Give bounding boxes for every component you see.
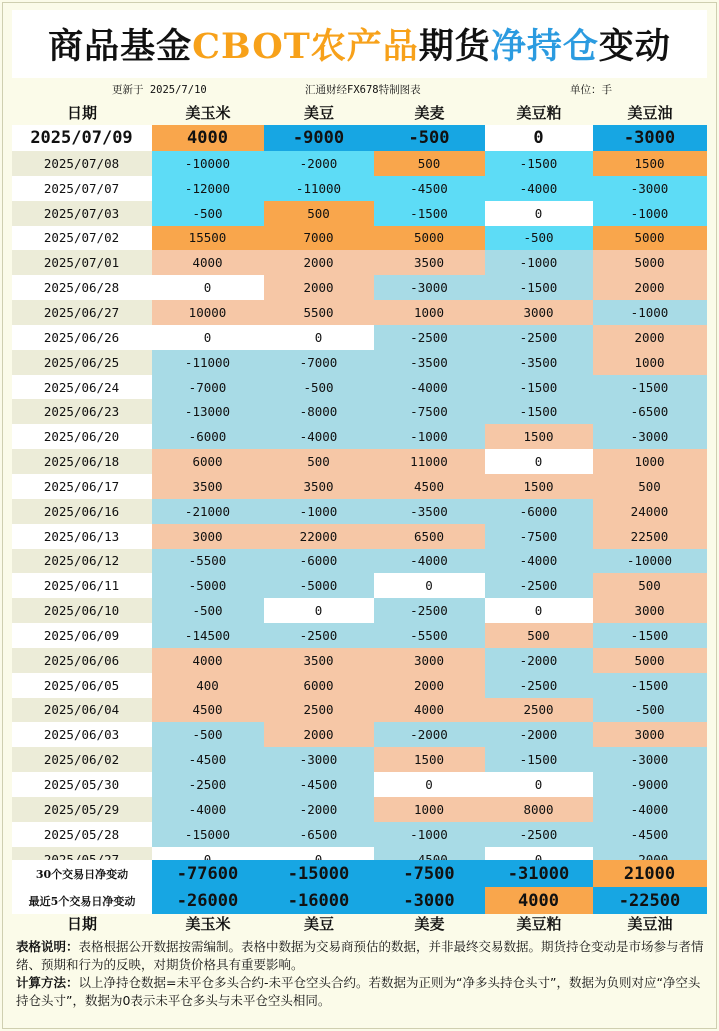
date-cell: 2025/06/05 [12, 673, 152, 698]
table-row [12, 125, 707, 151]
table-row [12, 275, 707, 300]
table-row [12, 698, 707, 723]
value-cell: -1500 [485, 747, 593, 772]
value-cell: 4000 [152, 648, 264, 673]
header-wheat: 美麦 [414, 103, 445, 122]
date-cell: 2025/06/17 [12, 474, 152, 499]
value-cell: 1500 [485, 474, 593, 499]
value-cell: -10000 [152, 151, 264, 176]
footer-header-wheat: 美麦 [414, 914, 445, 933]
summary-row [12, 860, 707, 887]
value-cell: -11000 [152, 350, 264, 375]
date-cell: 2025/06/20 [12, 424, 152, 449]
summary-label: 30个交易日净变动 [12, 860, 152, 887]
value-cell: 0 [485, 772, 593, 797]
header-soymeal: 美豆粕 [516, 103, 562, 122]
value-cell: 1000 [374, 300, 485, 325]
value-cell: 500 [593, 573, 707, 598]
value-cell: -4000 [485, 176, 593, 201]
value-cell: 500 [485, 623, 593, 648]
value-cell: -3500 [374, 499, 485, 524]
value-cell: -4500 [593, 822, 707, 847]
value-cell: 0 [485, 598, 593, 623]
value-cell: 4500 [374, 474, 485, 499]
value-cell: -7500 [374, 399, 485, 424]
value-cell: -2000 [485, 648, 593, 673]
value-cell: -1500 [374, 201, 485, 226]
footer-header-date: 日期 [66, 914, 97, 933]
value-cell: -1000 [374, 822, 485, 847]
value-cell: 6000 [264, 673, 374, 698]
value-cell: -1000 [485, 250, 593, 275]
value-cell: 3000 [593, 722, 707, 747]
value-cell: 2500 [485, 698, 593, 723]
value-cell: 2000 [264, 250, 374, 275]
value-cell: -4000 [264, 424, 374, 449]
date-cell: 2025/07/08 [12, 151, 152, 176]
date-cell: 2025/06/24 [12, 375, 152, 400]
summary-value-cell: -77600 [152, 860, 264, 887]
value-cell: 2000 [593, 275, 707, 300]
date-cell: 2025/06/03 [12, 722, 152, 747]
source-label: 汇通财经FX678特制图表 [305, 84, 421, 96]
value-cell: 3500 [152, 474, 264, 499]
notes-calculation-text: 以上净持仓数据=未平仓多头合约-未平仓空头合约。若数据为正则为“净多头持仓头寸”，数据为负则对应“净空头持仓头寸”，数据为0表示未平仓多头与未平仓空头相同。 [16, 975, 701, 1008]
table-row [12, 201, 707, 226]
value-cell: -5500 [374, 623, 485, 648]
value-cell: -2500 [485, 325, 593, 350]
notes [16, 938, 704, 1010]
summary-value-cell: -15000 [264, 860, 374, 887]
date-cell: 2025/06/06 [12, 648, 152, 673]
value-cell: -3500 [485, 350, 593, 375]
value-cell: 500 [593, 474, 707, 499]
value-cell: -21000 [152, 499, 264, 524]
value-cell: -3500 [374, 350, 485, 375]
value-cell: -2500 [485, 573, 593, 598]
value-cell: 3000 [485, 300, 593, 325]
value-cell: -4000 [485, 549, 593, 574]
date-cell: 2025/06/11 [12, 573, 152, 598]
value-cell: 0 [152, 275, 264, 300]
value-cell: -8000 [264, 399, 374, 424]
value-cell: 1000 [593, 449, 707, 474]
value-cell: 8000 [485, 797, 593, 822]
value-cell: 6500 [374, 524, 485, 549]
value-cell: 1500 [593, 151, 707, 176]
header-soyoil: 美豆油 [627, 103, 673, 122]
summary-value-cell: -3000 [374, 887, 485, 914]
value-cell: 0 [485, 125, 593, 151]
footer-header-corn: 美玉米 [185, 914, 231, 933]
value-cell: -1000 [264, 499, 374, 524]
value-cell: 22500 [593, 524, 707, 549]
value-cell: 15500 [152, 226, 264, 251]
title-part5: 变动 [598, 26, 671, 67]
value-cell: 22000 [264, 524, 374, 549]
value-cell: -6000 [485, 499, 593, 524]
date-cell: 2025/07/09 [12, 125, 152, 151]
table-row [12, 350, 707, 375]
value-cell: 3000 [593, 598, 707, 623]
date-cell: 2025/06/27 [12, 300, 152, 325]
value-cell: -2000 [374, 722, 485, 747]
table-row [12, 673, 707, 698]
date-cell: 2025/07/03 [12, 201, 152, 226]
value-cell: 2500 [264, 698, 374, 723]
header-corn: 美玉米 [185, 103, 231, 122]
value-cell: 500 [264, 449, 374, 474]
value-cell: 6000 [152, 449, 264, 474]
value-cell: 5000 [374, 226, 485, 251]
title-part2: CBOT农产品 [192, 26, 419, 67]
position-table [12, 125, 707, 871]
table-row [12, 151, 707, 176]
value-cell: -1500 [485, 275, 593, 300]
table-row [12, 524, 707, 549]
value-cell: -3000 [593, 176, 707, 201]
value-cell: -2500 [485, 822, 593, 847]
value-cell: -6500 [593, 399, 707, 424]
value-cell: 4000 [152, 250, 264, 275]
table-row [12, 549, 707, 574]
value-cell: -1000 [593, 201, 707, 226]
notes-description [16, 938, 704, 974]
title-part4: 净持仓 [490, 26, 599, 67]
value-cell: 2000 [593, 325, 707, 350]
value-cell: -500 [152, 201, 264, 226]
table-row [12, 499, 707, 524]
table-row [12, 449, 707, 474]
value-cell: 3500 [264, 648, 374, 673]
summary-label: 最近5个交易日净变动 [12, 887, 152, 914]
footer-header-soybean: 美豆 [303, 914, 334, 933]
value-cell: -4000 [374, 549, 485, 574]
value-cell: -13000 [152, 399, 264, 424]
table-row [12, 250, 707, 275]
value-cell: 0 [264, 325, 374, 350]
date-cell: 2025/06/04 [12, 698, 152, 723]
value-cell: -2000 [485, 722, 593, 747]
value-cell: 0 [374, 573, 485, 598]
notes-description-text: 表格根据公开数据按需编制。表格中数据为交易商预估的数据，并非最终交易数据。期货持仓变动是市场参与者情绪、预期和行为的反映，对期货价格具有重要影响。 [16, 939, 704, 972]
value-cell: -4000 [374, 375, 485, 400]
notes-calculation-label: 计算方法： [16, 975, 79, 990]
value-cell: -15000 [152, 822, 264, 847]
table-row [12, 325, 707, 350]
table-row [12, 722, 707, 747]
table-row [12, 474, 707, 499]
value-cell: 0 [152, 325, 264, 350]
value-cell: -3000 [374, 275, 485, 300]
value-cell: 7000 [264, 226, 374, 251]
unit-label: 单位：手 [570, 84, 612, 96]
page-title [12, 10, 707, 78]
value-cell: 3000 [374, 648, 485, 673]
value-cell: 2000 [374, 673, 485, 698]
table-row [12, 300, 707, 325]
value-cell: -1500 [485, 375, 593, 400]
value-cell: -3000 [593, 424, 707, 449]
value-cell: -4500 [374, 176, 485, 201]
value-cell: 500 [374, 151, 485, 176]
table-row [12, 375, 707, 400]
value-cell: -5500 [152, 549, 264, 574]
value-cell: -12000 [152, 176, 264, 201]
summary-row [12, 887, 707, 914]
date-cell: 2025/05/29 [12, 797, 152, 822]
value-cell: -4000 [152, 797, 264, 822]
value-cell: 4500 [152, 698, 264, 723]
value-cell: 400 [152, 673, 264, 698]
value-cell: -9000 [264, 125, 374, 151]
value-cell: -500 [485, 226, 593, 251]
value-cell: -1500 [485, 151, 593, 176]
summary-value-cell: -16000 [264, 887, 374, 914]
value-cell: 3000 [152, 524, 264, 549]
date-cell: 2025/07/07 [12, 176, 152, 201]
footer-header-soymeal: 美豆粕 [516, 914, 562, 933]
value-cell: 3500 [374, 250, 485, 275]
value-cell: -1500 [593, 375, 707, 400]
table-row [12, 598, 707, 623]
date-cell: 2025/05/28 [12, 822, 152, 847]
value-cell: -4500 [264, 772, 374, 797]
value-cell: 11000 [374, 449, 485, 474]
date-cell: 2025/06/09 [12, 623, 152, 648]
value-cell: 1500 [485, 424, 593, 449]
summary-value-cell: -31000 [485, 860, 593, 887]
notes-calculation [16, 974, 704, 1010]
value-cell: 5000 [593, 250, 707, 275]
value-cell: 24000 [593, 499, 707, 524]
value-cell: -11000 [264, 176, 374, 201]
table-row [12, 623, 707, 648]
header-soybean: 美豆 [303, 103, 334, 122]
notes-description-label: 表格说明： [16, 939, 79, 954]
date-cell: 2025/06/26 [12, 325, 152, 350]
date-cell: 2025/06/10 [12, 598, 152, 623]
value-cell: 4000 [374, 698, 485, 723]
title-part3: 期货 [418, 26, 491, 67]
value-cell: -7000 [264, 350, 374, 375]
value-cell: -1500 [593, 623, 707, 648]
date-cell: 2025/06/16 [12, 499, 152, 524]
value-cell: -9000 [593, 772, 707, 797]
value-cell: 0 [485, 449, 593, 474]
value-cell: -3000 [593, 125, 707, 151]
value-cell: -1500 [485, 399, 593, 424]
value-cell: -6500 [264, 822, 374, 847]
value-cell: 1500 [374, 747, 485, 772]
table-row [12, 399, 707, 424]
date-cell: 2025/07/02 [12, 226, 152, 251]
table-row [12, 648, 707, 673]
value-cell: 5500 [264, 300, 374, 325]
table-row [12, 822, 707, 847]
value-cell: -1000 [593, 300, 707, 325]
value-cell: -10000 [593, 549, 707, 574]
value-cell: -7000 [152, 375, 264, 400]
title-part1: 商品基金 [48, 26, 193, 67]
value-cell: 0 [374, 772, 485, 797]
table-header-bottom [12, 912, 707, 934]
table-header-top [12, 101, 707, 123]
date-cell: 2025/06/18 [12, 449, 152, 474]
value-cell: -2500 [152, 772, 264, 797]
value-cell: -14500 [152, 623, 264, 648]
table-row [12, 573, 707, 598]
date-cell: 2025/06/12 [12, 549, 152, 574]
footer-header-soyoil: 美豆油 [627, 914, 673, 933]
date-cell: 2025/06/02 [12, 747, 152, 772]
summary-value-cell: -22500 [593, 887, 707, 914]
date-cell: 2025/07/01 [12, 250, 152, 275]
value-cell: 1000 [593, 350, 707, 375]
value-cell: 0 [485, 201, 593, 226]
value-cell: -2500 [374, 325, 485, 350]
value-cell: -2000 [264, 151, 374, 176]
table-row [12, 176, 707, 201]
date-cell: 2025/06/28 [12, 275, 152, 300]
table-row [12, 226, 707, 251]
value-cell: -1500 [593, 673, 707, 698]
value-cell: -6000 [152, 424, 264, 449]
value-cell: -500 [374, 125, 485, 151]
header-date: 日期 [66, 103, 97, 122]
value-cell: -1000 [374, 424, 485, 449]
value-cell: -5000 [152, 573, 264, 598]
value-cell: 4000 [152, 125, 264, 151]
value-cell: 2000 [264, 722, 374, 747]
value-cell: 3500 [264, 474, 374, 499]
summary-value-cell: -7500 [374, 860, 485, 887]
value-cell: -3000 [264, 747, 374, 772]
value-cell: -7500 [485, 524, 593, 549]
value-cell: -2500 [485, 673, 593, 698]
date-cell: 2025/06/13 [12, 524, 152, 549]
value-cell: 0 [264, 598, 374, 623]
value-cell: 2000 [264, 275, 374, 300]
value-cell: -500 [152, 598, 264, 623]
value-cell: -2000 [264, 797, 374, 822]
summary-value-cell: 21000 [593, 860, 707, 887]
value-cell: -500 [152, 722, 264, 747]
date-cell: 2025/05/30 [12, 772, 152, 797]
updated-date: 更新于 2025/7/10 [112, 84, 207, 96]
value-cell: 5000 [593, 226, 707, 251]
value-cell: 10000 [152, 300, 264, 325]
date-cell: 2025/06/25 [12, 350, 152, 375]
table-row [12, 424, 707, 449]
value-cell: -4500 [152, 747, 264, 772]
value-cell: -6000 [264, 549, 374, 574]
value-cell: -4000 [593, 797, 707, 822]
value-cell: -5000 [264, 573, 374, 598]
value-cell: -2500 [374, 598, 485, 623]
date-cell: 2025/06/23 [12, 399, 152, 424]
summary-value-cell: -26000 [152, 887, 264, 914]
table-row [12, 747, 707, 772]
value-cell: -2500 [264, 623, 374, 648]
summary-value-cell: 4000 [485, 887, 593, 914]
value-cell: 5000 [593, 648, 707, 673]
value-cell: -500 [264, 375, 374, 400]
table-row [12, 772, 707, 797]
value-cell: -500 [593, 698, 707, 723]
value-cell: 500 [264, 201, 374, 226]
value-cell: -3000 [593, 747, 707, 772]
table-row [12, 797, 707, 822]
value-cell: 1000 [374, 797, 485, 822]
